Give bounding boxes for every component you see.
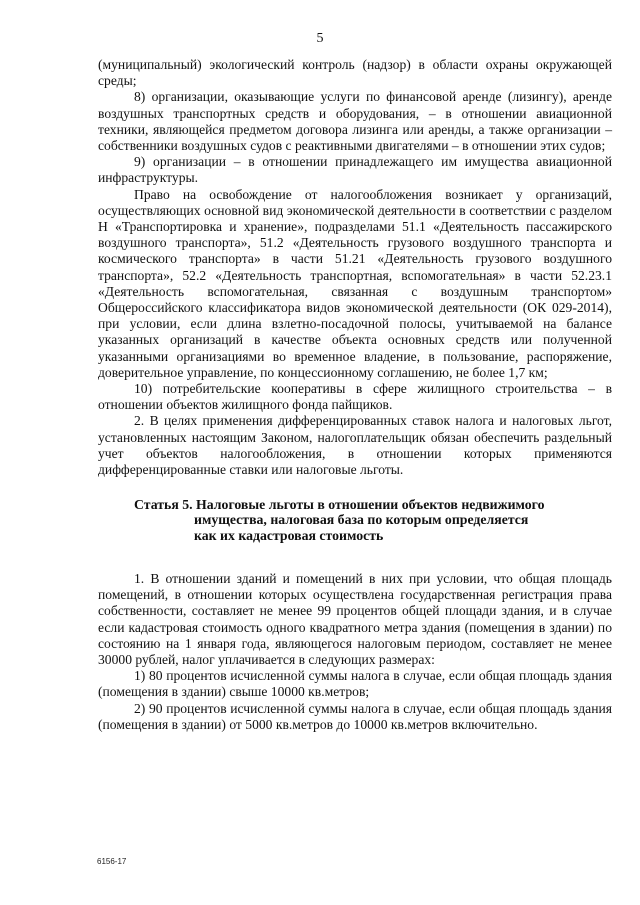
footer-document-code: 6156-17 — [97, 857, 127, 866]
page-number: 5 — [316, 31, 324, 46]
paragraph: 8) организации, оказывающие услуги по финансовой аренде (лизингу), аренде воздушных транспортных средств и оборудования, – в отношении авиационной техники, являющейся предметом договора лизинга или аренды, а также организации – собственники воздушных судов с реактивными двигателями – в отношении этих судов; — [98, 89, 612, 154]
paragraph: 9) организации – в отношении принадлежащего им имущества авиационной инфраструктуры. — [98, 154, 612, 186]
paragraph: (муниципальный) экологический контроль (надзор) в области охраны окружающей среды; — [98, 57, 612, 89]
article-heading — [98, 497, 604, 543]
article-heading-line3: как их кадастровая стоимость — [194, 527, 384, 543]
document-body — [98, 57, 612, 733]
paragraph: 1) 80 процентов исчисленной суммы налога в случае, если общая площадь здания (помещения в здании) свыше 10000 кв.метров; — [98, 668, 612, 700]
paragraph: 10) потребительские кооперативы в сфере жилищного строительства – в отношении объектов жилищного фонда пайщиков. — [98, 381, 612, 413]
paragraph: 2) 90 процентов исчисленной суммы налога в случае, если общая площадь здания (помещения в здании) от 5000 кв.метров до 10000 кв.метров включительно. — [98, 700, 612, 732]
article-heading-line2: имущества, налоговая база по которым определяется — [194, 512, 529, 528]
article-heading-line1: Статья 5. Налоговые льготы в отношении объектов недвижимого — [134, 497, 545, 513]
paragraph: 1. В отношении зданий и помещений в них при условии, что общая площадь помещений, в отношении которых осуществлена государственная регистрация права собственности, составляет не менее 99 процентов общей площади здания, и в случае если кадастровая стоимость одного квадратного метра здания (помещения в здании) по состоянию на 1 января года, являющегося налоговым периодом, составляет не менее 30000 рублей, налог уплачивается в следующих размерах: — [98, 570, 612, 667]
paragraph: Право на освобождение от налогообложения возникает у организаций, осуществляющих основной вид экономической деятельности в соответствии с разделом Н «Транспортировка и хранение», подразделами 51.1 «Деятельность пассажирского воздушного транспорта», 51.2 «Деятельность грузового воздушного транспорта и космического транспорта» в части 51.21 «Деятельность грузового воздушного транспорта», 52.2 «Деятельность транспортная, вспомогательная» в части 52.23.1 «Деятельность вспомогательная, связанная с воздушным транспортом» Общероссийского классификатора видов экономической деятельности (ОК 029-2014), при условии, если длина взлетно-посадочной полосы, учитываемой на балансе указанных организаций в качестве объекта основных средств или полученной указанными организациями во временное владение, в пользование, распоряжение, доверительное управление, по концессионному соглашению, не более 1,7 км; — [98, 186, 612, 380]
paragraph: 2. В целях применения дифференцированных ставок налога и налоговых льгот, установленных настоящим Законом, налогоплательщик обязан обеспечить раздельный учет объектов налогообложения, в отношении которых применяются дифференцированные ставки или налоговые льготы. — [98, 413, 612, 478]
